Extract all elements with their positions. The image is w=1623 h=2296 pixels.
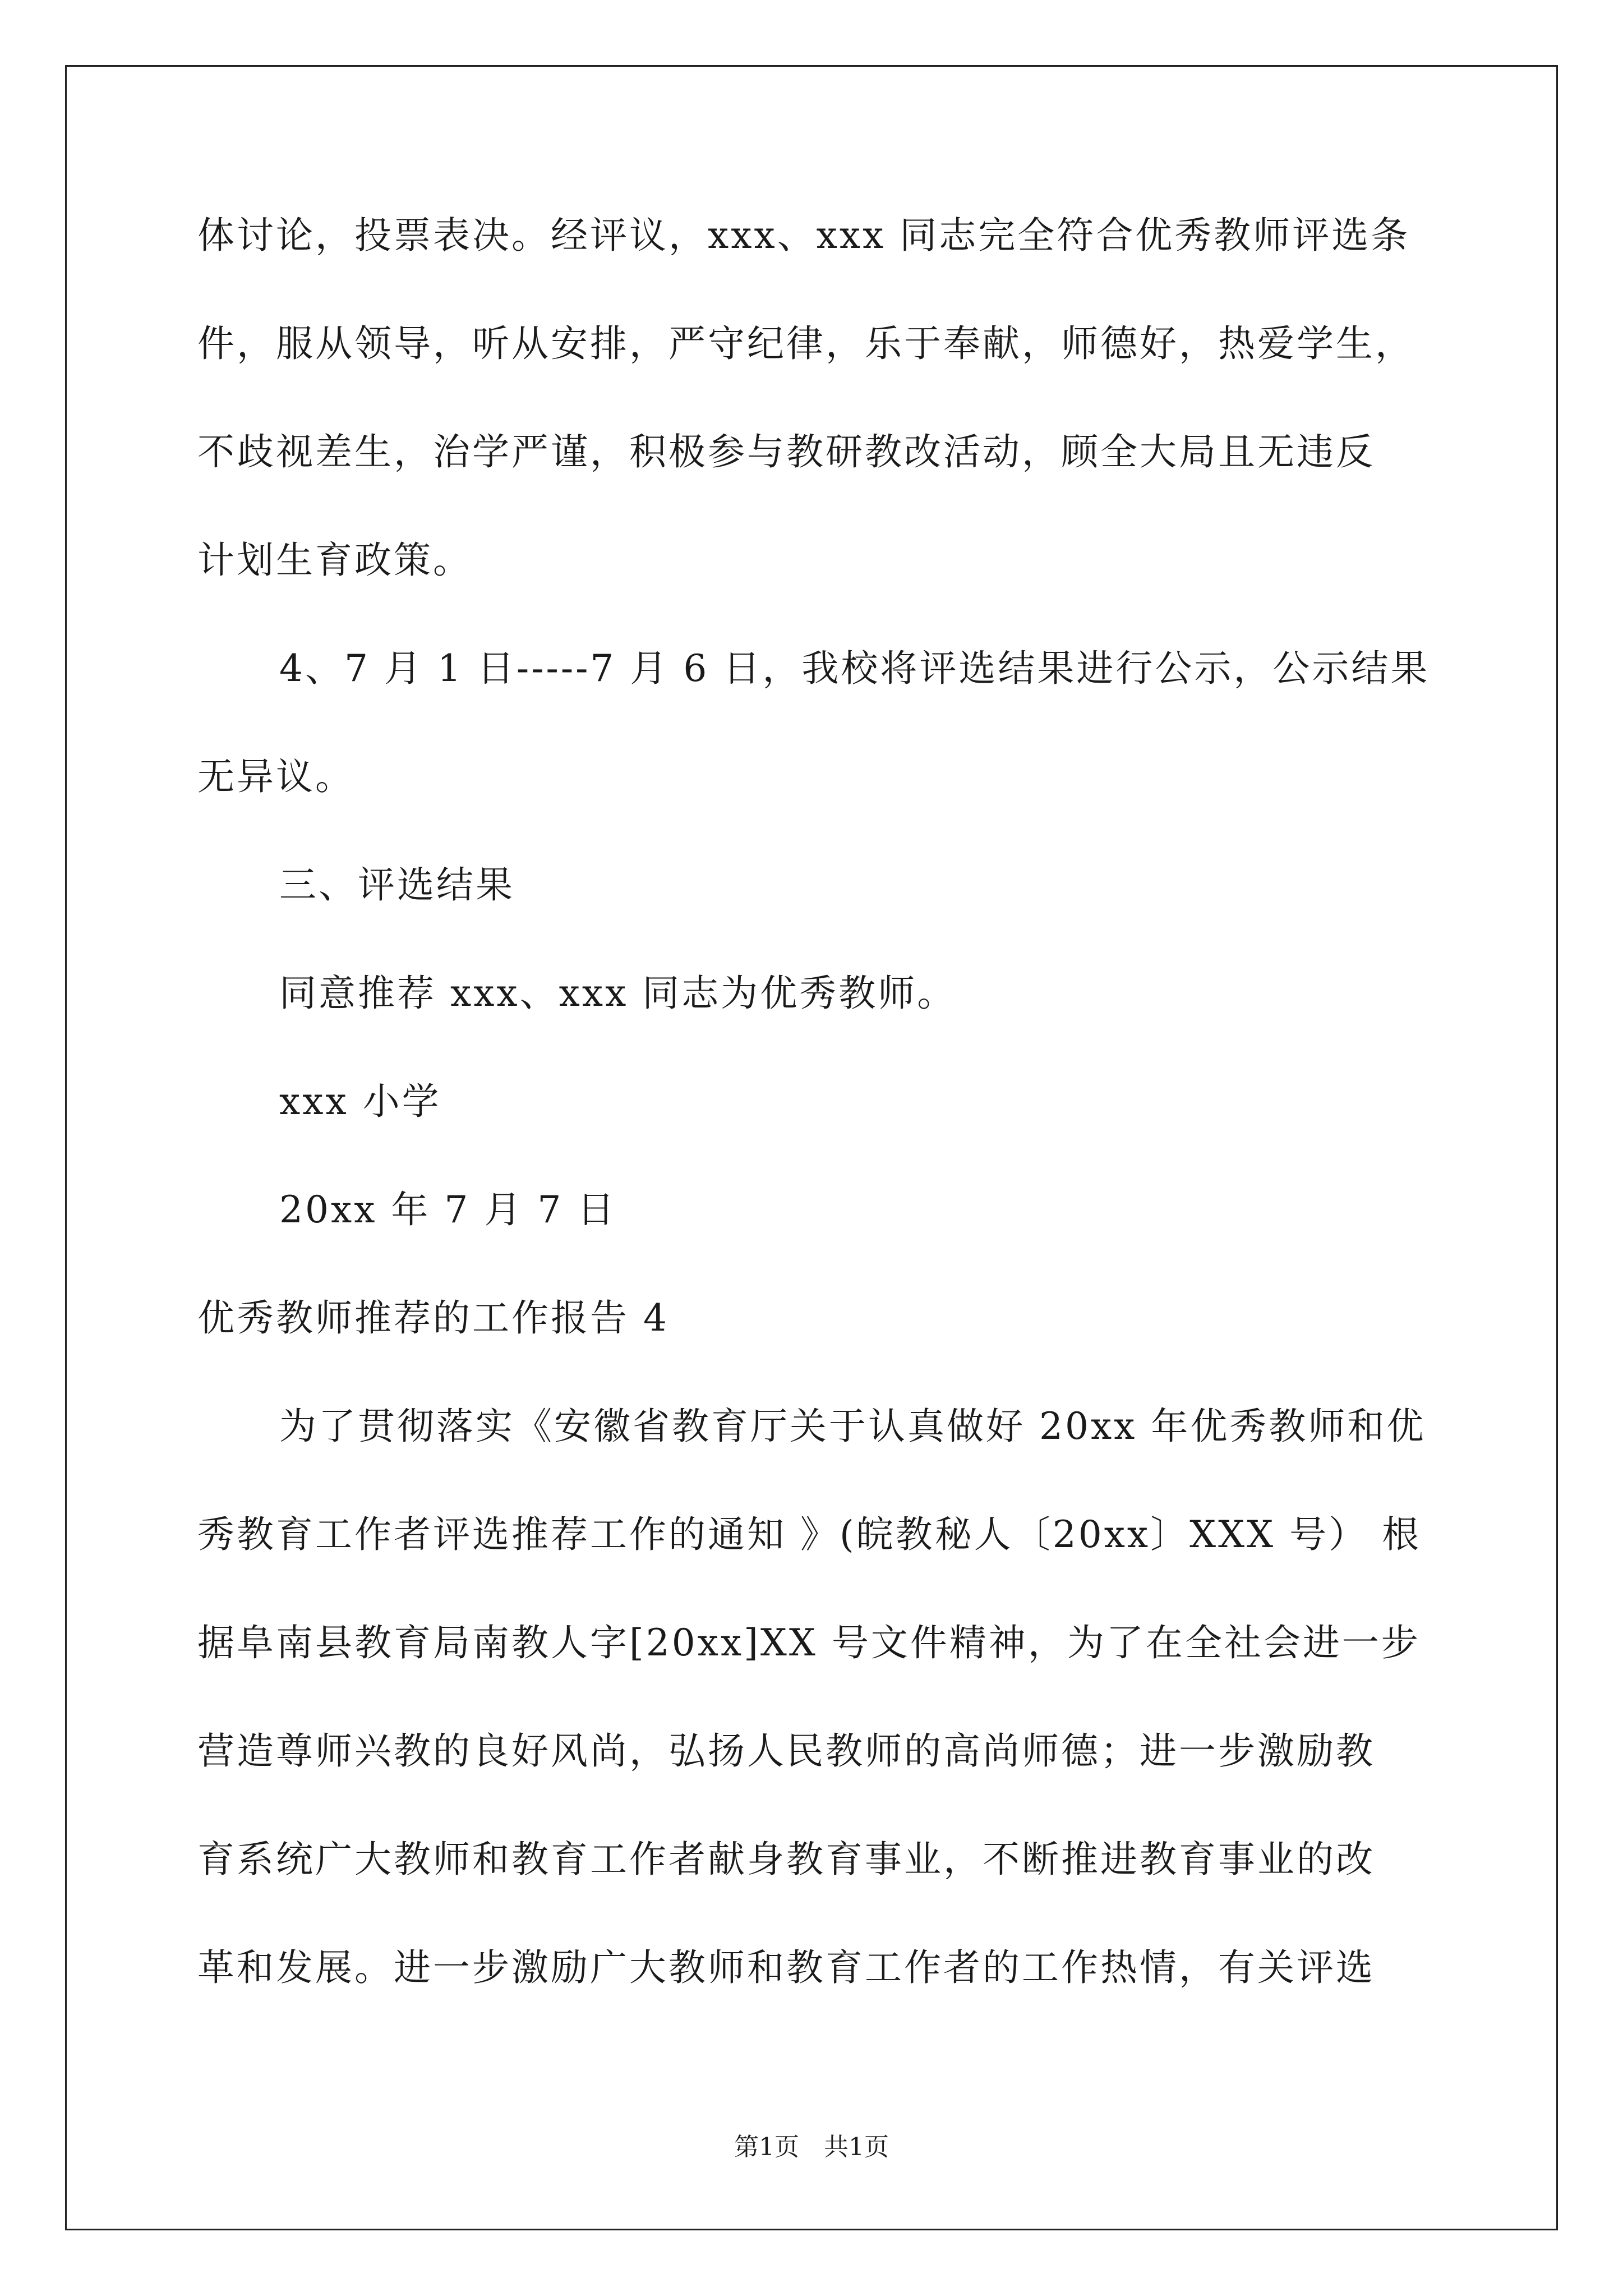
paragraph-line: 同意推荐 xxx、xxx 同志为优秀教师。 <box>279 972 957 1015</box>
paragraph-line: 体讨论，投票表决。经评议，xxx、xxx 同志完全符合优秀教师评选条 <box>197 214 1410 257</box>
report-title: 优秀教师推荐的工作报告 4 <box>197 1296 669 1340</box>
paragraph-line: 为了贯彻落实《安徽省教育厅关于认真做好 20xx 年优秀教师和优 <box>279 1405 1426 1448</box>
paragraph-line: 育系统广大教师和教育工作者献身教育事业，不断推进教育事业的改 <box>197 1838 1375 1881</box>
page-border <box>65 65 1558 2230</box>
page-footer: 第1页 共1页 <box>734 2133 889 2161</box>
paragraph-line: 无异议。 <box>197 755 354 798</box>
paragraph-line: 据阜南县教育局南教人字[20xx]XX 号文件精神，为了在全社会进一步 <box>197 1621 1421 1664</box>
paragraph-line: 不歧视差生，治学严谨，积极参与教研教改活动，顾全大局且无违反 <box>197 430 1375 473</box>
paragraph-line: 秀教育工作者评选推荐工作的通知 》(皖教秘人〔20xx〕XXX 号） 根 <box>197 1513 1422 1556</box>
paragraph-line: 件，服从领导，听从安排，严守纪律，乐于奉献，师德好，热爱学生， <box>197 322 1414 365</box>
paragraph-line: 计划生育政策。 <box>197 539 472 582</box>
paragraph-line: 革和发展。进一步激励广大教师和教育工作者的工作热情，有关评选 <box>197 1946 1375 1989</box>
signature-org: xxx 小学 <box>279 1080 441 1123</box>
paragraph-line: 4、7 月 1 日-----7 月 6 日，我校将评选结果进行公示，公示结果 <box>279 647 1430 690</box>
paragraph-line: 营造尊师兴教的良好风尚，弘扬人民教师的高尚师德；进一步激励教 <box>197 1729 1375 1773</box>
signature-date: 20xx 年 7 月 7 日 <box>279 1188 617 1231</box>
section-heading: 三、评选结果 <box>279 863 515 907</box>
